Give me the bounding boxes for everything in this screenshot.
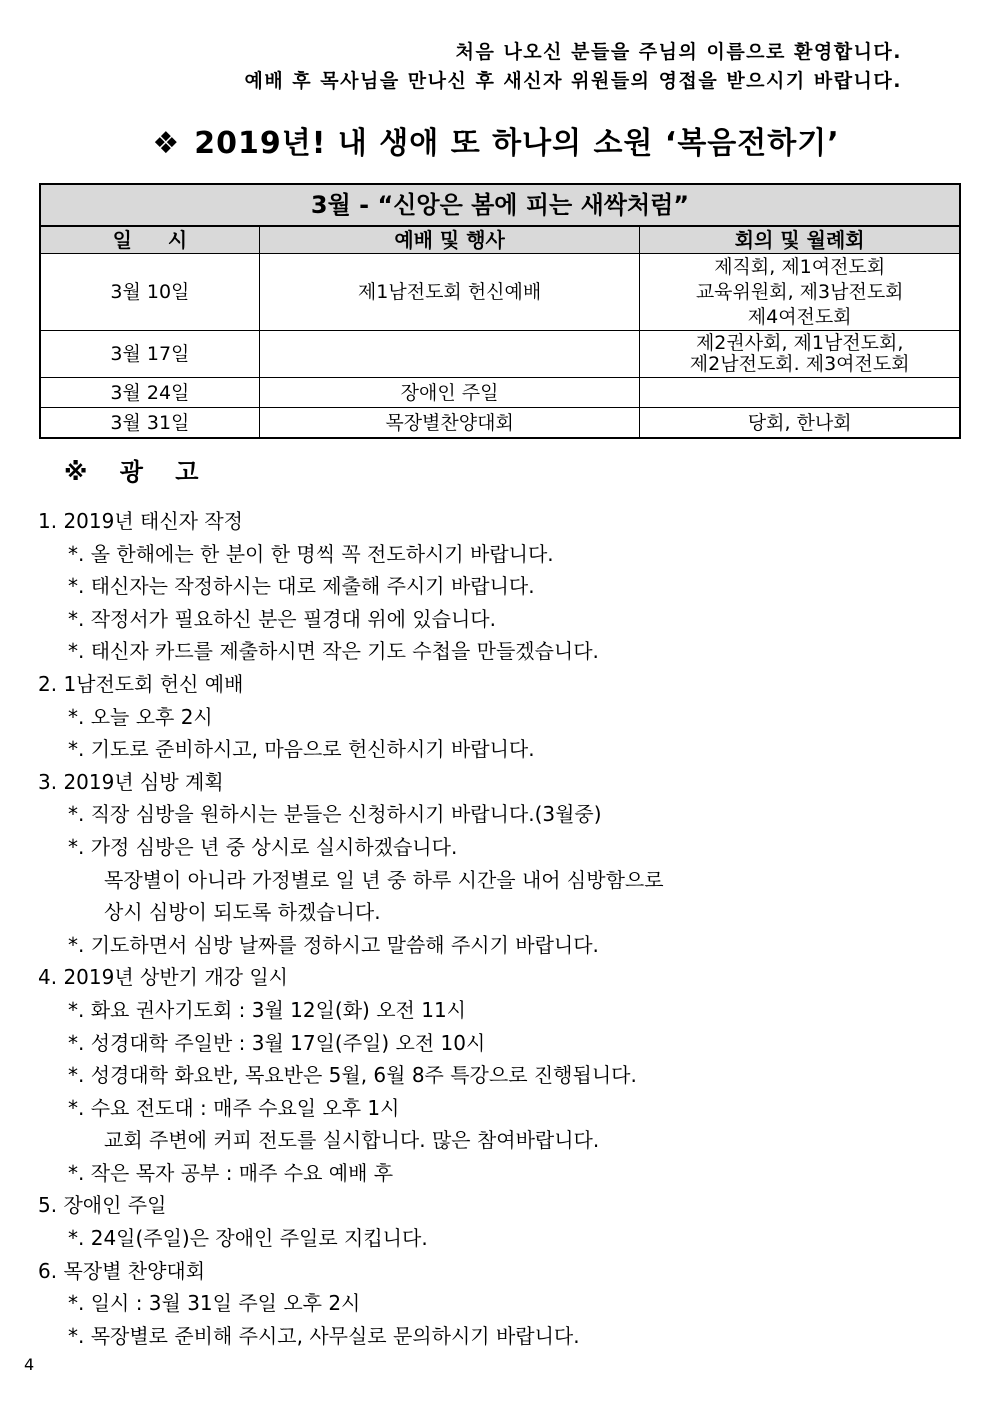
announcement-continuation: 교회 주변에 커피 전도를 실시합니다. 많은 참여바랍니다. xyxy=(104,1128,600,1153)
row-date: 3월 10일 xyxy=(40,254,259,331)
announcement-line: *. 수요 전도대 : 매주 수요일 오후 1시 xyxy=(68,1095,400,1120)
announcement-line: *. 일시 : 3월 31일 주일 오후 2시 xyxy=(68,1291,361,1316)
announcement-line: *. 성경대학 화요반, 목요반은 5월, 6월 8주 특강으로 진행됩니다. xyxy=(68,1063,637,1088)
meeting-line: 제4여전도회 xyxy=(747,305,852,328)
welcome-line-2: 예배 후 목사님을 만나신 후 새신자 위원들의 영접을 받으시기 바랍니다. xyxy=(244,70,902,92)
announcement-line: *. 기도로 준비하시고, 마음으로 헌신하시기 바랍니다. xyxy=(68,737,535,762)
announcement-line: *. 기도하면서 심방 날짜를 정하시고 말씀해 주시기 바랍니다. xyxy=(68,932,599,957)
announcement-heading: 4. 2019년 상반기 개강 일시 xyxy=(38,965,288,990)
meeting-line: 교육위원회, 제3남전도회 xyxy=(695,280,904,303)
announcement-line: *. 작은 목자 공부 : 매주 수요 예배 후 xyxy=(68,1160,394,1185)
row-date: 3월 31일 xyxy=(40,408,259,439)
header-meeting: 회의 및 월례회 xyxy=(640,226,960,254)
meeting-line: 제2권사회, 제1남전도회, xyxy=(695,332,904,354)
table-row xyxy=(40,378,960,408)
announcement-line: *. 직장 심방을 원하시는 분들은 신청하시기 바랍니다.(3월중) xyxy=(68,802,602,827)
schedule-table xyxy=(39,183,961,439)
announcement-heading: 1. 2019년 태신자 작정 xyxy=(38,509,243,533)
announcement-continuation: 상시 심방이 되도록 하겠습니다. xyxy=(104,900,381,925)
row-meeting xyxy=(640,254,960,331)
row-date: 3월 24일 xyxy=(40,378,259,408)
announcements-title: ※ 광 고 xyxy=(64,458,211,486)
announcement-line: *. 오늘 오후 2시 xyxy=(68,704,213,729)
header-event: 예배 및 행사 xyxy=(259,226,640,254)
announcement-line: *. 24일(주일)은 장애인 주일로 지킵니다. xyxy=(68,1226,428,1251)
row-event: 목장별찬양대회 xyxy=(259,408,640,439)
announcement-heading: 3. 2019년 심방 계획 xyxy=(38,769,224,794)
announcement-line: *. 목장별로 준비해 주시고, 사무실로 문의하시기 바랍니다. xyxy=(68,1323,580,1348)
announcement-line: *. 작정서가 필요하신 분은 필경대 위에 있습니다. xyxy=(68,606,496,631)
header-date: 일시 xyxy=(40,226,259,254)
row-event: 제1남전도회 헌신예배 xyxy=(259,254,640,331)
page-number: 4 xyxy=(24,1355,35,1374)
announcements-list xyxy=(38,505,938,1352)
table-row xyxy=(40,408,960,439)
welcome-message xyxy=(244,38,902,96)
table-row xyxy=(40,254,960,331)
row-event xyxy=(259,331,640,378)
row-meeting: 당회, 한나회 xyxy=(640,408,960,439)
announcement-line: *. 화요 권사기도회 : 3월 12일(화) 오전 11시 xyxy=(68,997,466,1022)
announcement-line: *. 태신자 카드를 제출하시면 작은 기도 수첩을 만들겠습니다. xyxy=(68,639,599,664)
announcement-heading: 5. 장애인 주일 xyxy=(38,1193,167,1218)
announcement-line: *. 성경대학 주일반 : 3월 17일(주일) 오전 10시 xyxy=(68,1030,486,1055)
headline-text: 2019년! 내 생애 또 하나의 소원 ‘복음전하기’ xyxy=(194,126,840,161)
row-meeting xyxy=(640,331,960,378)
announcement-continuation: 목장별이 아니라 가정별로 일 년 중 하루 시간을 내어 심방함으로 xyxy=(104,867,664,892)
table-row xyxy=(40,331,960,378)
schedule-title: 3월 - “신앙은 봄에 피는 새싹처럼” xyxy=(40,184,960,226)
announcement-line: *. 가정 심방은 년 중 상시로 실시하겠습니다. xyxy=(68,834,458,859)
diamond-bullet-icon: ❖ xyxy=(152,126,181,161)
announcement-heading: 6. 목장별 찬양대회 xyxy=(38,1258,206,1283)
row-meeting xyxy=(640,378,960,408)
page-headline xyxy=(0,118,992,162)
row-event: 장애인 주일 xyxy=(259,378,640,408)
schedule-header-row xyxy=(40,226,960,254)
announcement-line: *. 태신자는 작정하시는 대로 제출해 주시기 바랍니다. xyxy=(68,574,535,599)
meeting-line: 제2남전도회. 제3여전도회 xyxy=(689,353,910,375)
welcome-line-1: 처음 나오신 분들을 주님의 이름으로 환영합니다. xyxy=(455,41,902,63)
announcement-line: *. 올 한해에는 한 분이 한 명씩 꼭 전도하시기 바랍니다. xyxy=(68,541,554,566)
row-date: 3월 17일 xyxy=(40,331,259,378)
meeting-line: 제직회, 제1여전도회 xyxy=(714,255,886,278)
announcement-heading: 2. 1남전도회 헌신 예배 xyxy=(38,671,244,696)
